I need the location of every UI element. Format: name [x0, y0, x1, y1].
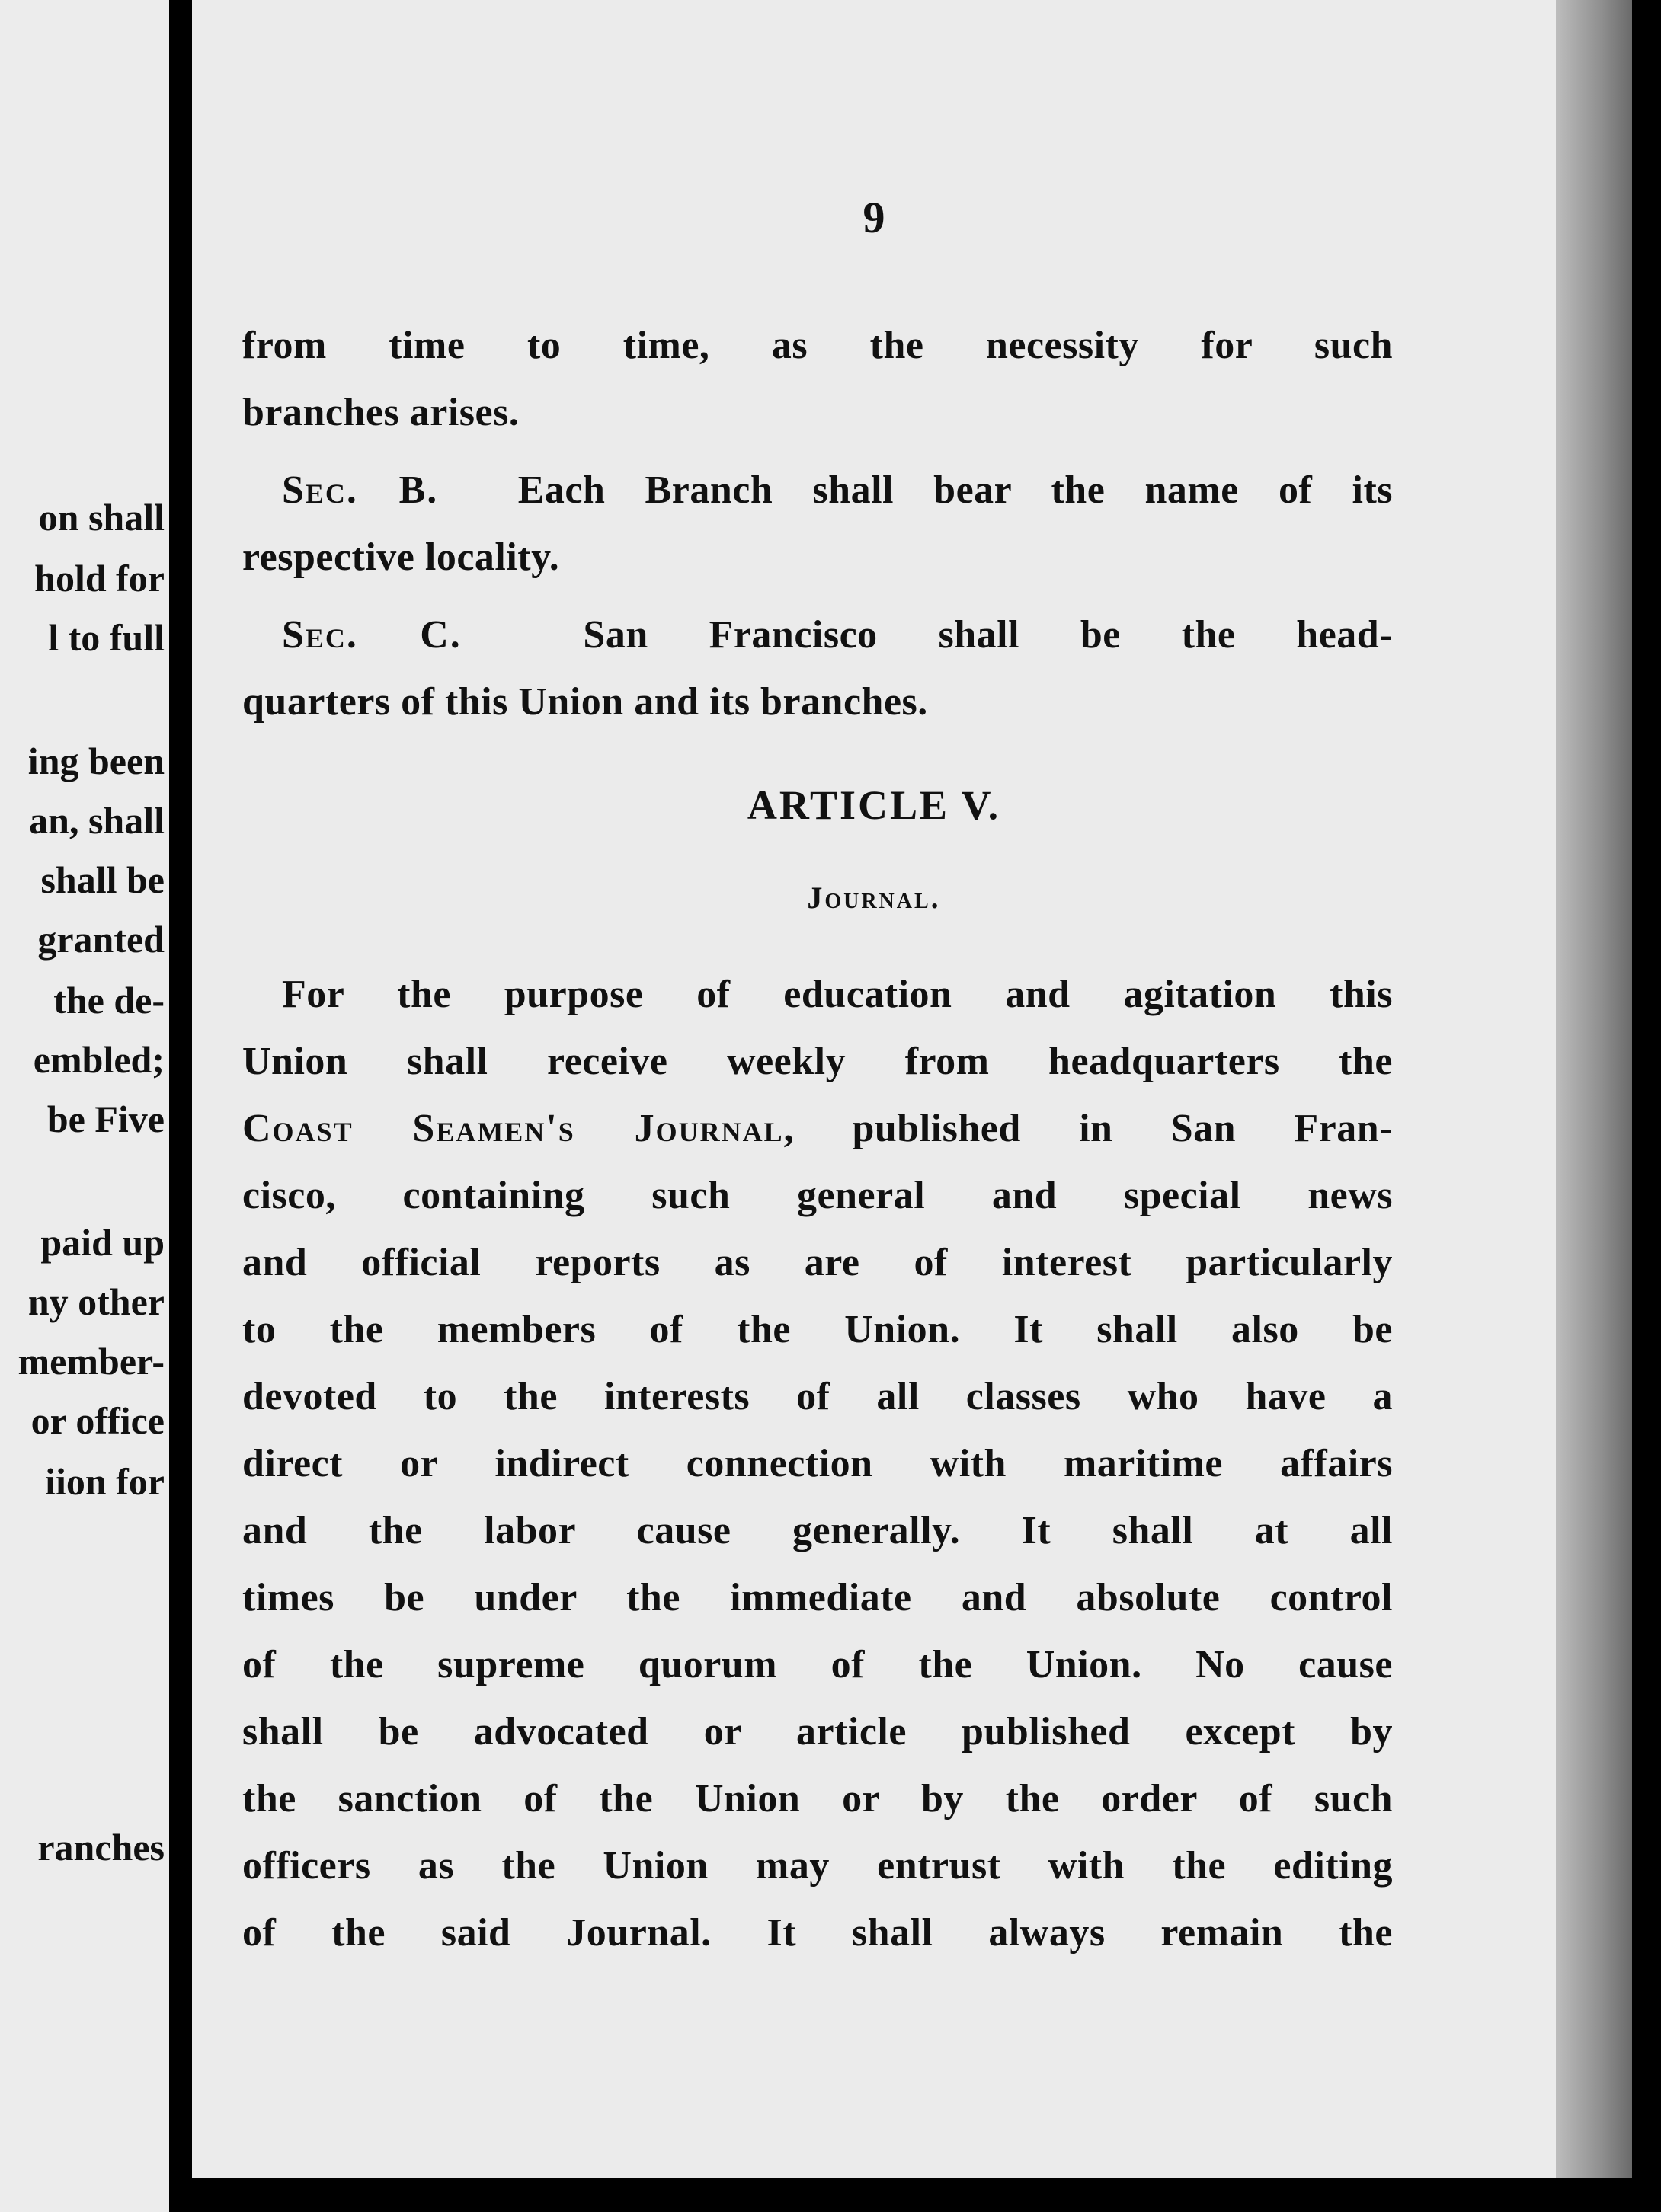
text-line: and the labor cause generally. It shall at all — [242, 1509, 1393, 1552]
left-page-fragment: the de- — [53, 979, 165, 1021]
section-text: San Francisco shall be the head- — [583, 613, 1394, 657]
left-page-fragment: granted — [37, 918, 165, 961]
text-line: of the said Journal. It shall always remain the — [242, 1911, 1393, 1955]
text-line: to the members of the Union. It shall also be — [242, 1308, 1393, 1351]
text-line: quarters of this Union and its branches. — [242, 680, 928, 724]
text-line: from time to time, as the necessity for such — [242, 324, 1393, 367]
page-number: 9 — [863, 193, 885, 242]
left-page-fragment: or office — [30, 1399, 165, 1442]
scan-border-bottom — [192, 2178, 1632, 2212]
left-page-fragment: embled; — [33, 1038, 165, 1081]
left-page-fragment: be Five — [46, 1098, 165, 1140]
text-line — [242, 457, 1393, 524]
text-line: and official reports as are of interest particularly — [242, 1241, 1393, 1284]
left-page-fragment: ny other — [27, 1280, 165, 1323]
text-line-rest: , published in San Fran- — [783, 1107, 1393, 1150]
left-page-fragment: paid up — [40, 1221, 165, 1264]
journal-paragraph — [242, 961, 1393, 1967]
text-line: devoted to the interests of all classes who have a — [242, 1375, 1393, 1418]
section-text: Each Branch shall bear the name of its — [517, 468, 1393, 512]
book-gutter — [169, 0, 192, 2212]
text-line: Union shall receive weekly from headquarters the — [242, 1040, 1393, 1083]
section-c — [242, 602, 1393, 736]
left-page-fragment: an, shall — [29, 799, 165, 842]
opening-paragraph — [242, 312, 1393, 446]
left-page-fragment: shall be — [40, 858, 165, 901]
text-line: cisco, containing such general and special news — [242, 1174, 1393, 1217]
left-facing-page — [0, 0, 169, 2212]
section-b — [242, 457, 1393, 591]
text-line: For the purpose of education and agitation this — [282, 973, 1393, 1016]
text-line: respective locality. — [242, 535, 560, 579]
text-line: of the supreme quorum of the Union. No cause — [242, 1643, 1393, 1686]
text-line — [242, 1095, 1393, 1162]
section-label: Sec. C. — [282, 613, 462, 657]
article-heading: ARTICLE V. — [747, 782, 1001, 828]
scan-border-right — [1632, 0, 1661, 2212]
text-line: officers as the Union may entrust with the editing — [242, 1844, 1393, 1888]
article-subheading: Journal. — [807, 881, 941, 915]
text-line: branches arises. — [242, 391, 520, 434]
left-page-fragment: hold for — [34, 557, 165, 599]
text-line: times be under the immediate and absolute control — [242, 1576, 1393, 1619]
left-page-fragment: member- — [18, 1340, 165, 1382]
text-line: the sanction of the Union or by the order of such — [242, 1777, 1393, 1820]
left-page-fragment: l to full — [48, 616, 165, 659]
section-label: Sec. B. — [282, 468, 439, 512]
text-line: shall be advocated or article published except by — [242, 1710, 1393, 1753]
text-line: direct or indirect connection with maritime affairs — [242, 1442, 1393, 1485]
left-page-fragment: iion for — [45, 1460, 165, 1503]
left-page-fragment: ing been — [27, 740, 165, 782]
left-page-fragment: on shall — [38, 496, 165, 539]
page-edge-shadow — [1556, 0, 1632, 2178]
journal-name: Coast Seamen's Journal — [242, 1107, 784, 1150]
left-page-fragment: ranches — [37, 1826, 165, 1868]
text-line — [242, 602, 1393, 669]
